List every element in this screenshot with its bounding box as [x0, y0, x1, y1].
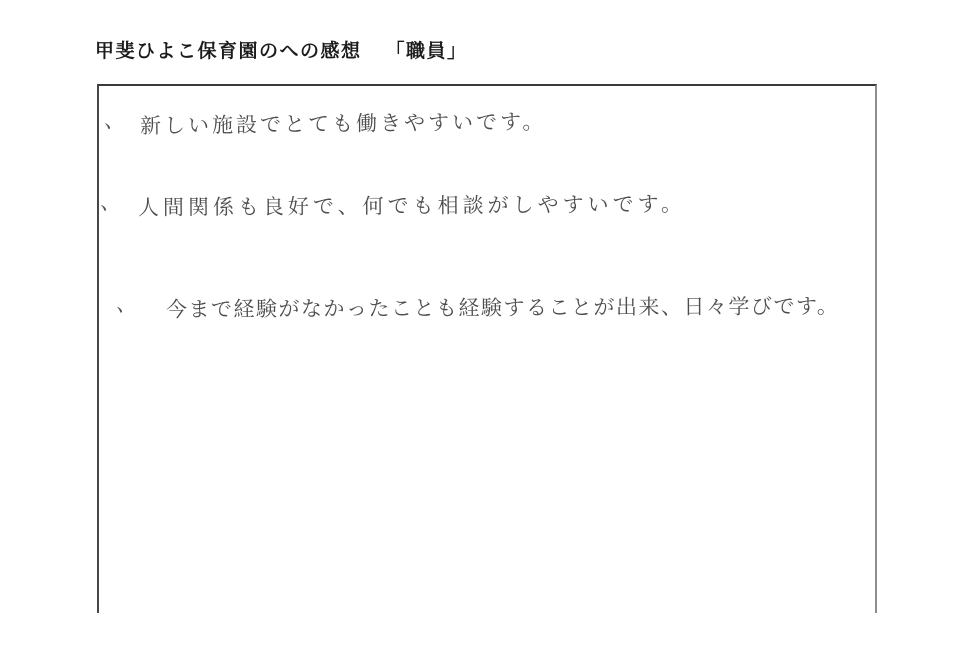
handwritten-comment-3 [117, 290, 839, 324]
handwritten-comment-1 [105, 106, 547, 141]
handwritten-comment-2 [101, 188, 686, 222]
comment-box [97, 84, 877, 613]
comment-text: 今まで経験がなかったことも経験することが出来、日々学びです。 [165, 294, 840, 322]
document-title [95, 36, 468, 63]
comment-text: 人間関係も良好で、何でも相談がしやすいです。 [137, 191, 686, 220]
comment-text: 新しい施設でとても働きやすいです。 [139, 109, 547, 138]
document-title-text: 甲斐ひよこ保育園のへの感想 [95, 41, 362, 62]
comment-bullet: 、 [99, 189, 124, 217]
comment-bullet: 、 [103, 107, 128, 135]
document-subject: 「職員」 [385, 41, 468, 62]
comment-bullet: 、 [115, 291, 140, 319]
